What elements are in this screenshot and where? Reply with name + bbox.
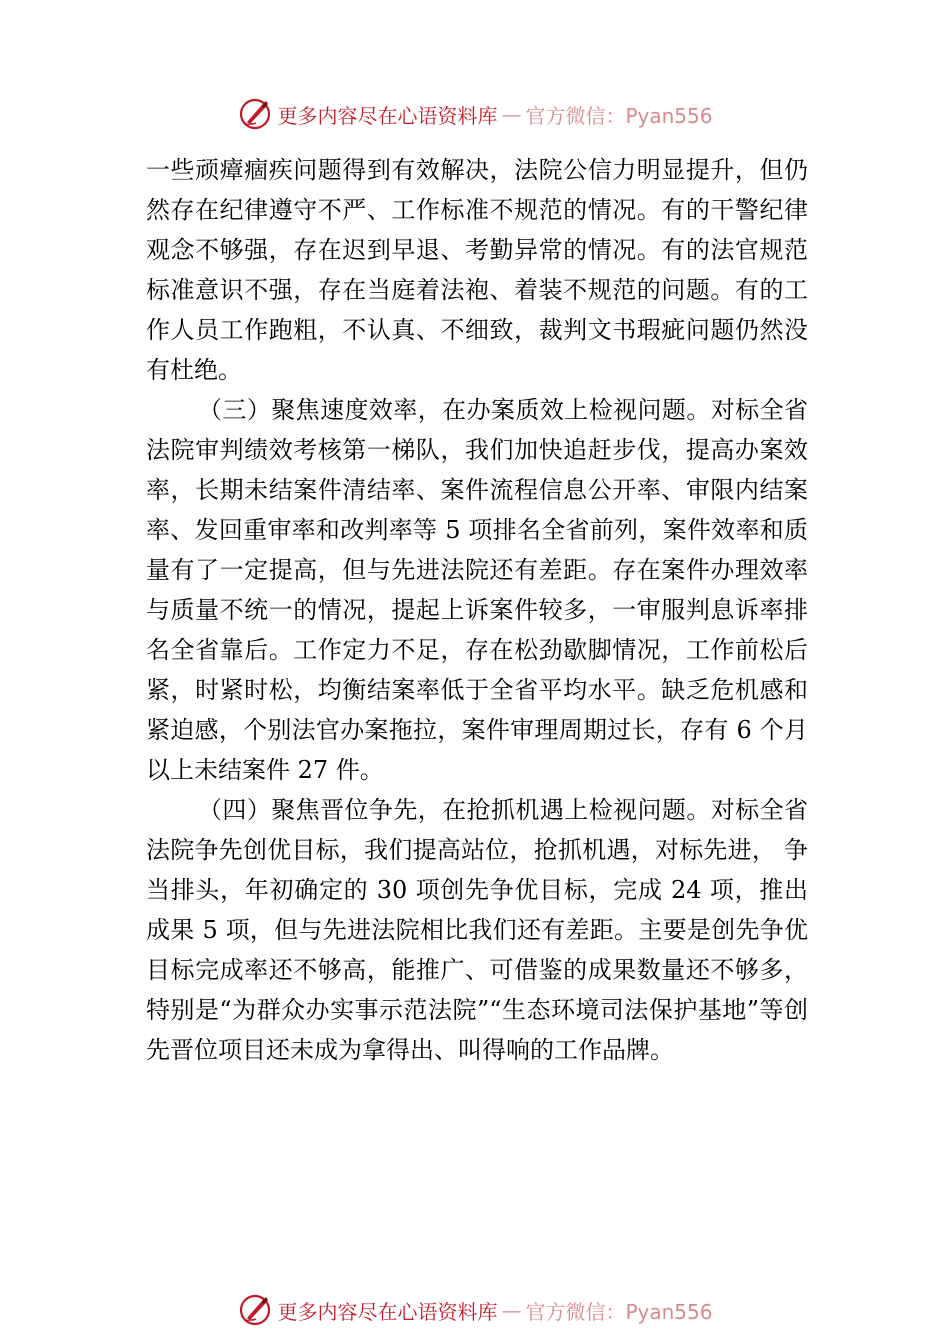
footer-brand-text: 更多内容尽在心语资料库 [277, 1299, 498, 1324]
paragraph-1: 一些顽瘴痼疾问题得到有效解决，法院公信力明显提升，但仍然存在纪律遵守不严、工作标准不规范的情况。有的干警纪律观念不够强，存在迟到早退、考勤异常的情况。有的法官规范标准意识不强，存在当庭着法袍、着装不规范的问题。有的工作人员工作跑粗，不认真、不细致，裁判文书瑕疵问题仍然没有杜绝。 [146, 156, 808, 384]
header-brand-text: 更多内容尽在心语资料库 [277, 103, 498, 128]
footer-separator: — [501, 1298, 522, 1322]
header-separator: — [501, 102, 522, 126]
document-body [146, 150, 808, 1070]
footer-wechat-text: 官方微信：Pyan556 [525, 1299, 713, 1324]
header-wechat-text: 官方微信：Pyan556 [525, 103, 713, 128]
paragraph-2: （三）聚焦速度效率，在办案质效上检视问题。对标全省法院审判绩效考核第一梯队，我们加快追赶步伐，提高办案效率，长期未结案件清结率、案件流程信息公开率、审限内结案率、发回重审率和改判率等 5 项排名全省前列，案件效率和质量有了一定提高，但与先进法院还有差距。存在案件办理效率与质量不统一的情况，提起上诉案件较多，一审服判息诉率排名全省靠后。工作定力不足，存在松劲歇脚情况，工作前松后紧，时紧时松，均衡结案率低于全省平均水平。缺乏危机感和紧迫感，个别法官办案拖拉，案件审理周期过长，存有 6 个月以上未结案件 27 件。 [146, 396, 808, 784]
footer-banner [0, 1290, 950, 1330]
paragraph-3: （四）聚焦晋位争先，在抢抓机遇上检视问题。对标全省法院争先创优目标，我们提高站位，抢抓机遇，对标先进， 争当排头，年初确定的 30 项创先争优目标，完成 24 项，推出成果 5 项，但与先进法院相比我们还有差距。主要是创先争优目标完成率还不够高，能推广、可借鉴的成果数量还不够多，特别是“为群众办实事示范法院”“生态环境司法保护基地”等创先晋位项目还未成为拿得出、叫得响的工作品牌。 [146, 796, 808, 1064]
pen-logo-icon [237, 1292, 273, 1328]
header-banner [0, 94, 950, 134]
pen-logo-icon [237, 96, 273, 132]
